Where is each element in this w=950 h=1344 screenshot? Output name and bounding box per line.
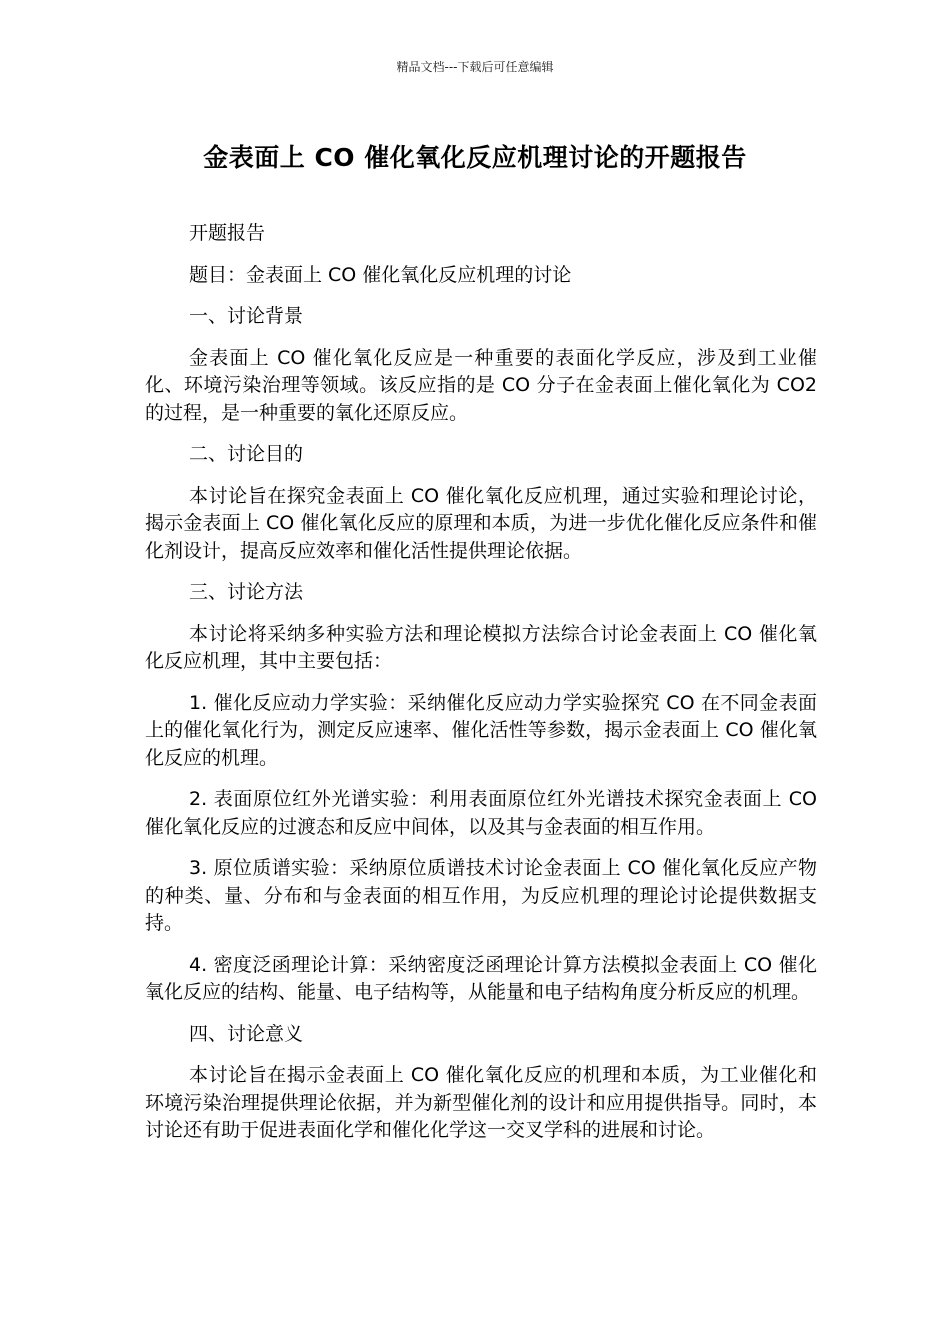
document-title: 金表面上 CO 催化氧化反应机理讨论的开题报告 [203,143,747,172]
method-item-infrared: 2. 表面原位红外光谱实验：利用表面原位红外光谱技术探究金表面上 CO 催化氧化反应的过渡态和反应中间体，以及其与金表面的相互作用。 [145,788,817,838]
report-label: 开题报告 [189,222,266,244]
paragraph-background: 金表面上 CO 催化氧化反应是一种重要的表面化学反应，涉及到工业催化、环境污染治理等领域。该反应指的是 CO 分子在金表面上催化氧化为 CO2 的过程，是一种重要的氧化还原反应。 [145,346,817,424]
section-heading-purpose: 二、讨论目的 [189,443,304,465]
method-item-dft: 4. 密度泛函理论计算：采纳密度泛函理论计算方法模拟金表面上 CO 催化氧化反应的结构、能量、电子结构等，从能量和电子结构角度分析反应的机理。 [145,953,817,1003]
topic-line: 题目：金表面上 CO 催化氧化反应机理的讨论 [189,263,572,286]
method-item-mass-spec: 3. 原位质谱实验：采纳原位质谱技术讨论金表面上 CO 催化氧化反应产物的种类、量、分布和与金表面的相互作用，为反应机理的理论讨论提供数据支持。 [145,857,817,934]
header-note: 精品文档---下载后可任意编辑 [396,60,554,74]
paragraph-purpose: 本讨论旨在探究金表面上 CO 催化氧化反应机理，通过实验和理论讨论，揭示金表面上 CO 催化氧化反应的原理和本质，为进一步优化催化反应条件和催化剂设计，提高反应效率和催化活性提供理论依据。 [145,484,817,562]
section-heading-background: 一、讨论背景 [189,305,304,327]
method-item-kinetics: 1. 催化反应动力学实验：采纳催化反应动力学实验探究 CO 在不同金表面上的催化氧化行为，测定反应速率、催化活性等参数，揭示金表面上 CO 催化氧化反应的机理。 [145,691,817,769]
paragraph-significance: 本讨论旨在揭示金表面上 CO 催化氧化反应的机理和本质，为工业催化和环境污染治理提供理论依据，并为新型催化剂的设计和应用提供指导。同时，本讨论还有助于促进表面化学和催化化学这一交叉学科的进展和讨论。 [145,1064,817,1141]
document-body [145,220,817,1159]
section-heading-methods: 三、讨论方法 [189,581,304,603]
section-heading-significance: 四、讨论意义 [189,1022,304,1045]
paragraph-methods-intro: 本讨论将采纳多种实验方法和理论模拟方法综合讨论金表面上 CO 催化氧化反应机理，其中主要包括： [145,622,817,672]
